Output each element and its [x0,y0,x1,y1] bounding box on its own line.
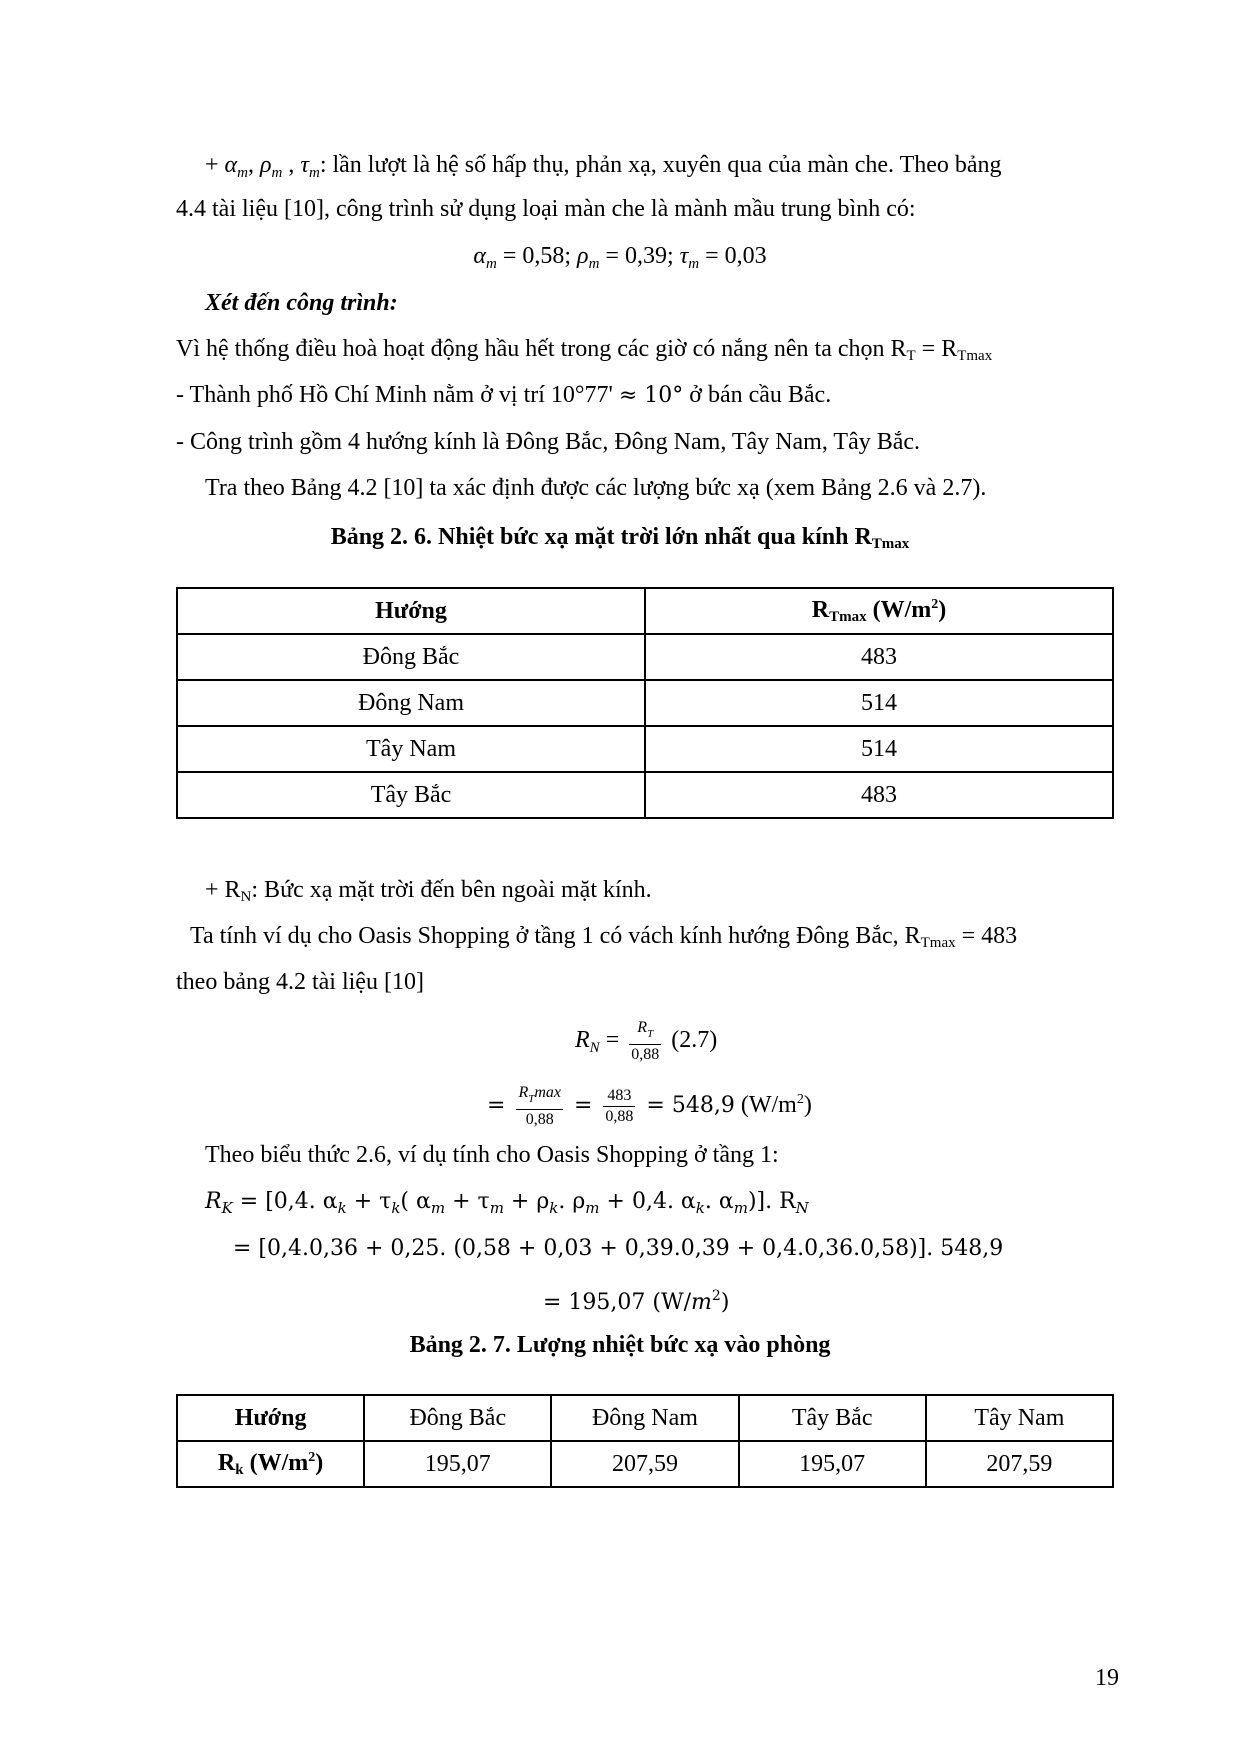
rk-result: = 195,07 $(W/m^2)$ [543,1288,730,1315]
cell-value: 483 [645,634,1113,680]
header-direction: Hướng [177,588,645,634]
fraction: $\frac{483}{0,88}$ [605,1086,634,1125]
alpha-symbol: α [224,152,238,178]
formula-intro: Theo biểu thức 2.6, ví dụ tính cho Oasis Shopping ở tầng 1: [205,1142,779,1168]
cell-value: 207,59 [551,1441,738,1487]
cell-value: 514 [645,680,1113,726]
cell-value: 195,07 [364,1441,551,1487]
cell-direction: Đông Bắc [177,634,645,680]
rho-symbol: ρ [260,152,272,178]
table-2-6 [176,587,1114,819]
example-line1: Ta tính ví dụ cho Oasis Shopping ở tầng 1 có vách kính hướng Đông Bắc, RTmax = 483 [190,923,1018,951]
equation-2-7: $R_N$ = $\frac{R_T}{0,88}$ (2.7) [575,1019,718,1063]
equation-rn-value: = $\frac{R_T\max}{0,88}$ = $\frac{483}{0,88}$ = 548,9 $(W/m^2)$ [487,1083,812,1128]
table-row [177,680,1113,726]
rk-formula: $R_K = [0,4$. $\alpha_k + \tau_k$( $\alpha_m + \tau_m + \rho_k$. $\rho_m + 0,4$. $\alpha_k$. $\alpha_m$)]. $R_N$ [205,1189,809,1217]
cell-direction: Tây Nam [177,726,645,772]
cell-value: 483 [645,772,1113,818]
table-2-7 [176,1394,1114,1488]
cell-value: 514 [645,726,1113,772]
coefficients-paragraph-line2: 4.4 tài liệu [10], công trình sử dụng loại màn che là mành mầu trung bình có: [176,196,916,222]
cell-direction: Đông Nam [177,680,645,726]
orientation-bullet: - Công trình gồm 4 hướng kính là Đông Bắc, Đông Nam, Tây Nam, Tây Bắc. [176,429,921,455]
cell-value: 195,07 [739,1441,926,1487]
table-header-row [177,1395,1113,1441]
header-cell: Đông Nam [551,1395,738,1441]
table-row [177,726,1113,772]
page-number: 19 [1095,1665,1119,1691]
fraction: $\frac{R_T\max}{0,88}$ [518,1083,561,1128]
table-row [177,1441,1113,1487]
header-cell: Đông Bắc [364,1395,551,1441]
location-bullet: - Thành phố Hồ Chí Minh nằm ở vị trí 10°77' ≈ 10° ở bán cầu Bắc. [176,382,832,408]
coefficient-values: $\alpha_m = 0,58$; $\rho_m = 0,39$; $\tau_m = 0,03$ [473,243,767,272]
cell-direction: Tây Bắc [177,772,645,818]
header-cell: Tây Bắc [739,1395,926,1441]
header-rtmax: RTmax $(W/m^2)$ [645,588,1113,634]
header-direction: Hướng [177,1395,364,1441]
rk-substitution: = [0,4.0,36 + 0,25. (0,58 + 0,03 + 0,39.0,39 + 0,4.0,36.0,58)]. 548,9 [233,1236,1004,1261]
example-line2: theo bảng 4.2 tài liệu [10] [176,969,424,995]
lookup-sentence: Tra theo Bảng 4.2 [10] ta xác định được các lượng bức xạ (xem Bảng 2.6 và 2.7). [205,475,987,501]
rt-choice-line: Vì hệ thống điều hoà hoạt động hầu hết trong các giờ có nắng nên ta chọn RT = RTmax [176,336,993,364]
plus-sign: + [205,152,225,178]
table-row [177,772,1113,818]
section-heading: Xét đến công trình: [205,290,398,316]
rn-definition: + RN: Bức xạ mặt trời đến bên ngoài mặt kính. [205,877,652,905]
table-header-row [177,588,1113,634]
table-2-7-caption: Bảng 2. 7. Lượng nhiệt bức xạ vào phòng [409,1332,831,1358]
tau-symbol: τ [300,152,309,178]
row-label-rk: Rk $(W/m^2)$ [177,1441,364,1487]
cell-value: 207,59 [926,1441,1113,1487]
coefficients-paragraph-line1: + $\alpha_m$, $\rho_m$ , $\tau_m$: lần lượt là hệ số hấp thụ, phản xạ, xuyên qua của màn che. Theo bảng [205,152,1002,181]
header-cell: Tây Nam [926,1395,1113,1441]
table-2-6-caption: Bảng 2. 6. Nhiệt bức xạ mặt trời lớn nhất qua kính RTmax [330,524,910,552]
table-row [177,634,1113,680]
fraction: $\frac{R_T}{0,88}$ [631,1019,660,1063]
